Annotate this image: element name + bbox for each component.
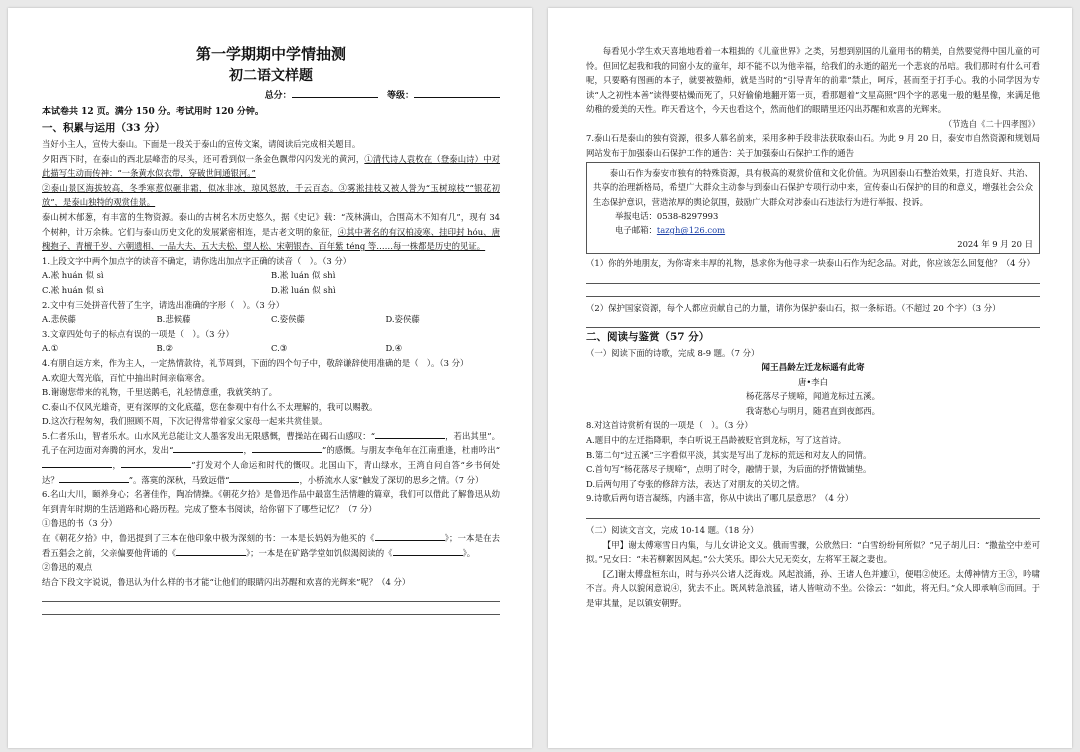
q6-part-2-text: 结合下段文字说说，鲁迅认为什么样的书才能“让他们的眼睛闪出苏醒和欢喜的光辉来”呢？（4 分） <box>42 576 411 587</box>
part-1-instructions: （一）阅读下面的诗歌，完成 8-9 题。（7 分） <box>586 348 760 359</box>
q3-option-d[interactable]: D.④ <box>385 343 403 354</box>
passage-yi: [乙]谢太傅盘桓东山，时与孙兴公诸人泛海戏。风起浪涌，孙、王诸人色并遽①，便唱②使还。太傅神情方王③，吟啸不言。舟人以貌闲意说④，犹去不止。既风转急浪猛，诸人皆喧动不坐。公徐云：“如此，将无归。”众人即承响⑤而回。于是审其量，足以镇安朝野。 <box>586 568 1040 608</box>
answer-line[interactable] <box>586 315 1040 328</box>
q2-option-b[interactable]: B.悲候藤 <box>156 314 191 325</box>
q5-blank-2[interactable] <box>173 443 243 453</box>
q6-blank-1[interactable] <box>375 531 445 541</box>
passage-p1-sentence-1: ①清代诗人袁枚在（登泰山诗）中对此描写生动而传神：“一条黄水似衣带，穿破世间通银河。” <box>42 153 501 179</box>
answer-line[interactable] <box>586 284 1040 297</box>
exam-page-left <box>8 8 532 748</box>
q5-text-d: ”打发对个人命运和时代的慨叹。北国山下，青山绿水，王湾自问自答“乡书何处达？ <box>42 460 501 485</box>
exam-title: 第一学期期中学情抽测 <box>195 45 346 63</box>
report-phone: 举报电话：0538-8297993 <box>615 210 719 221</box>
email-link[interactable]: tazgh@126.com <box>656 224 726 235</box>
q6-1-text-a: 在《朝花夕拾》中，鲁迅提到了三本在他印象中极为深刻的书：一本是长妈妈为他买的《 <box>42 533 375 544</box>
q5-text-c: ”的感慨。与朋友李龟年在江南重逢，杜甫吟出“ <box>321 445 501 456</box>
section-2-heading: 二、阅读与鉴赏（57 分） <box>586 331 710 344</box>
q1-option-a[interactable]: A.凇 huán 似 sì <box>42 270 104 281</box>
q5-blank-7[interactable] <box>229 473 299 483</box>
notice-text: 泰山石作为泰安市独有的特殊资源，具有极高的观赏价值和文化价值。为巩固泰山石整治效果，打造良好、共治、共享的治理新格局，希望广大群众主动参与到泰山石保护专项行动中来，宣传泰山石保护的目的和意义，增强社会公众生态保护意识，营造浓厚的舆论氛围，鼓励广大群众对涉泰山石违法行为进行举报、投诉。 <box>593 168 1033 207</box>
q6-blank-3[interactable] <box>393 546 463 556</box>
notice-box <box>586 162 1040 254</box>
passage-jia: 【甲】谢太傅寒雪日内集，与儿女讲论文义。俄而雪骤，公欣然曰：“白雪纷纷何所似？”兄子胡儿曰：“撒盐空中差可拟。”兄女曰：“未若柳絮因风起。”公大笑乐。即公大兄无奕女，左将军王凝之妻也。 <box>586 539 1040 565</box>
passage-p1-sentences-2-3: ②泰山景区海拔较高，冬季寒惹似砸非霜，似冰非冰，琼风怒放，千云百态。③雾淞挂枝又被人誉为“玉树琼枝”“银花初放”，是泰山独特的观赏佳景。 <box>42 182 500 208</box>
exam-page-right <box>548 8 1072 748</box>
grade-label: 等级： <box>386 91 414 101</box>
exam-info: 本试卷共 12 页。满分 150 分。考试用时 120 分钟。 <box>42 107 264 117</box>
q8-option-c[interactable]: C.首句写“杨花落尽子规啼”，点明了时令，融情于景，为后面的抒情做铺垫。 <box>586 464 872 475</box>
question-4: 4.有朋自远方来，作为主人，一定热情款待，礼节周到，下面的四个句子中，敬辞谦辞使用准确的是（ ）。（3 分） <box>42 357 469 368</box>
q6-part-1-text <box>42 531 500 560</box>
question-8: 8.对这首诗赏析有误的一项是（ ）。（3 分） <box>586 420 753 431</box>
score-blank <box>292 88 378 98</box>
question-3-options <box>42 341 500 356</box>
section-1-heading: 一、积累与运用（33 分） <box>42 122 166 134</box>
q6-1-text-c: 》；一本是在矿路学堂如饥似渴阅读的《 <box>246 547 393 558</box>
passage-p2-text: 泰山树木郁葱，有丰富的生物资源。泰山的古树名木历史悠久，据《史记》载：“茂林满山，合围高木不知有几”，现有 34 个树种，计万余株。它们与泰山历史文化的发展紧密相连，是古老文明的象征， <box>42 211 500 237</box>
question-1-options-row1 <box>42 268 500 283</box>
q6-1-text-d: 》。 <box>462 547 476 558</box>
answer-line[interactable] <box>42 602 500 615</box>
q3-option-b[interactable]: B.② <box>156 343 173 354</box>
report-email <box>593 223 1033 237</box>
question-7: 7.泰山石是泰山的独有资源，很多人慕名前来，采用多种手段非法获取泰山石。为此 9 月 20 日，泰安市自然资源和规划局网站发布于加强泰山石保护工作的通告：关于加强泰山石保护工作的通告 <box>586 132 1040 158</box>
q8-option-a[interactable]: A.题目中的左迁指降职，李白听说王昌龄被贬官到龙标，写了这首诗。 <box>586 435 846 446</box>
question-2: 2.文中有三处拼音代替了生字，请选出准确的字形（ ）。（3 分） <box>42 299 285 310</box>
answer-line[interactable] <box>586 506 1040 519</box>
q2-option-c[interactable]: C.姿侯藤 <box>271 314 305 325</box>
poem-author: 唐•李白 <box>797 376 829 387</box>
q4-option-d[interactable]: D.这次行程匆匆，我们照顾不周，下次记得常带着家父家母一起来共赏佳景。 <box>42 416 328 427</box>
q7-part-1: （1）你的外地朋友，为你寄来丰厚的礼物，恳求你为他寻求一块泰山石作为纪念品。对此，你应该怎么回复他？（4 分） <box>586 258 1035 269</box>
question-1-options-row2 <box>42 283 500 298</box>
score-grade-line <box>42 88 500 103</box>
q5-blank-4[interactable] <box>42 458 112 468</box>
question-2-options <box>42 312 500 327</box>
question-3: 3.文章四处句子的标点有误的一项是（ ）。（3 分） <box>42 328 234 339</box>
question-1: 1.上段文字中两个加点字的读音不确定，请你选出加点字正确的读音（ ）。（3 分） <box>42 255 352 266</box>
q1-option-c[interactable]: C.凇 huán 似 sì <box>42 284 104 295</box>
q5-text-f: ，小桥流水人家”触发了深切的思乡之情。（7 分） <box>299 474 484 485</box>
q6-part-1-heading: ①鲁迅的书（3 分） <box>42 518 117 529</box>
q1-option-b[interactable]: B.凇 luán 似 shì <box>271 270 336 281</box>
q5-blank-5[interactable] <box>121 458 191 468</box>
q3-option-a[interactable]: A.① <box>42 343 59 354</box>
question-6: 6.名山大川，颐养身心；名著佳作，陶冶情操。《朝花夕拾》是鲁迅作品中最富生活情趣的篇章，我们可以借此了解鲁迅从幼年到青年时期的生活道路和心路历程。完成了整本书阅读，给你留下了哪些记忆？（7 分） <box>42 489 500 514</box>
answer-line[interactable] <box>586 271 1040 284</box>
passage-p1-text: 夕阳西下时，在泰山的西北层峰峦的尽头，还可看到似一条金色飘带闪闪发光的黄河， <box>42 153 365 164</box>
q5-text-a: 5.仁者乐山，智者乐水。山水风光总能让文人墨客发出无限感慨，曹操站在碣石山感叹：“ <box>42 430 376 441</box>
question-9: 9.诗歌后两句语言凝练，内涵丰富，你从中读出了哪几层意思？（4 分） <box>586 493 854 504</box>
q3-option-c[interactable]: C.③ <box>271 343 288 354</box>
poem-line-2: 我寄愁心与明月，随君直到夜郎西。 <box>746 405 880 416</box>
q8-option-d[interactable]: D.后两句用了夸张的修辞方法，表达了对朋友的关切之情。 <box>586 478 805 489</box>
q5-blank-1[interactable] <box>375 429 445 439</box>
q6-1-text-b: 》；一本是在去看五猖会之前，父亲偏要他背诵的《 <box>42 533 501 558</box>
q2-option-d[interactable]: D.姿侯藤 <box>385 314 420 325</box>
passage-p2-sentence-4: ④其中著名的有汉柏凌寒、挂印封 hóu、唐槐抱子、青檀千岁、六朝遗相、一品大夫、五大夫松、望人松、宋朝银杏、百年紫 téng 等……每一株都是历史的见证。 <box>42 226 500 252</box>
q5-blank-3[interactable] <box>252 443 322 453</box>
grade-blank <box>414 88 500 98</box>
poem-line-1: 杨花落尽子规啼，闻道龙标过五溪。 <box>746 391 880 402</box>
q4-option-c[interactable]: C.泰山不仅风光雄奇，更有深厚的文化底蕴，您在参观中有什么不太理解的，我可以赐教。 <box>42 401 378 412</box>
q4-option-a[interactable]: A.欢迎大驾光临，百忙中抽出时间亲临寒舍。 <box>42 372 210 383</box>
q8-option-b[interactable]: B.第二句“过五溪”三字看似平淡，其实是写出了龙标的荒远和对友人的同情。 <box>586 449 872 460</box>
q7-part-2: （2）保护国家资源，每个人都应贡献自己的力量，请你为保护泰山石，拟一条标语。（不超过 20 个字）（3 分） <box>586 302 1001 313</box>
q6-part-2-heading: ②鲁迅的观点 <box>42 562 93 573</box>
q6-blank-2[interactable] <box>176 546 246 556</box>
q2-option-a[interactable]: A.悲侯藤 <box>42 314 76 325</box>
exam-subtitle: 初二语文样题 <box>229 68 313 84</box>
q5-text-b: ，若出其里”。孔子在河边面对奔腾的河水，发出“ <box>42 430 500 456</box>
passage-paragraph-1 <box>42 152 500 181</box>
answer-line[interactable] <box>42 589 500 602</box>
part-2-instructions: （二）阅读文言文，完成 10-14 题。（18 分） <box>586 525 759 536</box>
q5-blank-6[interactable] <box>59 473 129 483</box>
passage-paragraph-2 <box>42 210 500 254</box>
lu-xun-quote: 每看见小学生欢天喜地地看着一本粗拙的《儿童世界》之类，另想到别国的儿童用书的精美，自然要觉得中国儿童的可怜。但回忆起我和我的同窗小友的童年，却不能不以为他幸福，给我们的永逝的韶光一个悲哀的吊唁。我们那时有什么可看呢，只要略有图画的本子，就要被塾师，就是当时的“引导青年的前辈”禁止，呵斥，甚而至于打手心。我的小同学因为专读“人之初性本善”读得要枯燥而死了，只好偷偷地翻开第一页，看那题着“文星高照”四个字的恶鬼一般的魁星像，来满足他幼稚的爱美的天性。昨天看这个，今天也看这个，然而他们的眼睛里还闪出苏醒和欢喜的光辉来。 <box>586 46 1040 115</box>
q1-option-d[interactable]: D.凇 luán 似 shì <box>271 284 336 295</box>
email-label: 电子邮箱： <box>615 224 657 235</box>
question-5: 5.仁者乐山，智者乐水。山水风光总能让文人墨客发出无限感慨，曹操站在碣石山感叹：“ ，若出其里”。孔子在河边面对奔腾的河水，发出“ ， ”的感慨。与朋友李龟年在江南重逢，杜甫吟出“， ”打发对个人命运和时代的慨叹。北国山下，青山绿水，王湾自问自答“乡书何处达？ ”。落寞的深秋，马致远借“ ，小桥流水人家”触发了深切的思乡之情。（7 分） <box>42 430 501 485</box>
q4-option-b[interactable]: B.谢谢您带来的礼物，千里送鹅毛，礼轻情意重，我就笑纳了。 <box>42 387 277 398</box>
q5-text-e: ”。落寞的深秋，马致远借“ <box>128 474 230 485</box>
score-label: 总分： <box>264 91 292 101</box>
intro-text: 当好小主人，宣传大泰山。下面是一段关于泰山的宣传文案，请阅读后完成相关题目。 <box>42 139 361 149</box>
quote-source: （节选自《二十四孝图》） <box>943 118 1040 129</box>
notice-date: 2024 年 9 月 20 日 <box>957 239 1033 250</box>
poem-title: 闻王昌龄左迁龙标遥有此寄 <box>761 362 865 373</box>
